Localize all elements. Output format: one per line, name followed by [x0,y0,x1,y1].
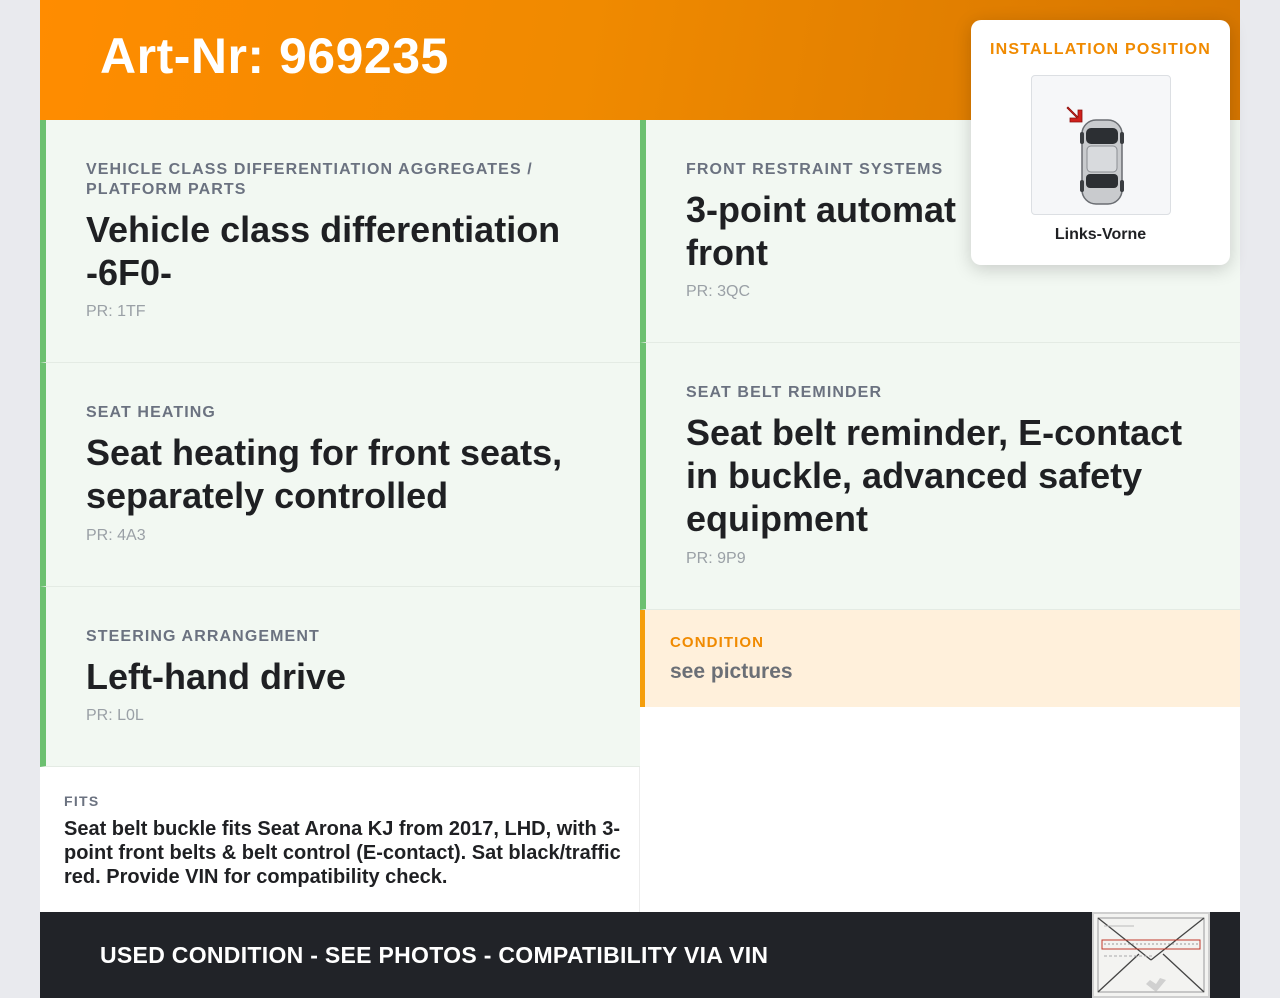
spec-value: Seat heating for front seats, separately controlled [86,432,563,516]
fits-label: FITS [64,793,100,809]
spec-pr-code: PR: 4A3 [86,527,146,544]
spec-card-platform [40,120,640,363]
article-number-title: Art-Nr: 969235 [100,28,449,84]
condition-box [640,610,1240,707]
spec-category: FRONT RESTRAINT SYSTEMS [686,161,944,178]
spec-value: Vehicle class differentiation -6F0- [86,209,561,293]
fits-text: Seat belt buckle fits Seat Arona KJ from 2017, LHD, with 3-point front belts & belt control (E-contact). Sat black/traffic red. Provide VIN for compatibility check. [64,818,621,888]
installation-position-caption: Links-Vorne [1054,226,1147,243]
spec-value: 3-point automat front [686,189,956,273]
fits-section [40,767,640,912]
installation-position-popup [971,20,1230,265]
condition-label: CONDITION [670,634,765,651]
spec-value: Left-hand drive [86,656,347,697]
spec-card-seat-heating [40,363,640,587]
document-thumbnail-icon [1094,914,1208,996]
installation-position-image[interactable] [1031,75,1171,215]
installation-position-title: INSTALLATION POSITION [989,41,1212,58]
spec-value: Seat belt reminder, E-contact in buckle, advanced safety equipment [686,412,1183,539]
spec-pr-code: PR: 9P9 [686,550,746,567]
spec-pr-code: PR: 3QC [686,283,751,300]
spec-category: STEERING ARRANGEMENT [86,628,320,645]
spec-card-seat-belt-reminder [640,343,1240,610]
condition-value: see pictures [670,660,793,683]
spec-card-steering [40,587,640,767]
position-arrow-icon [1064,102,1088,126]
footer-text: USED CONDITION - SEE PHOTOS - COMPATIBILITY VIA VIN [100,942,769,968]
document-thumbnail[interactable] [1092,912,1210,998]
car-top-view-icon [1032,76,1170,214]
spec-category: SEAT HEATING [86,404,216,421]
spec-category: SEAT BELT REMINDER [686,384,883,401]
spec-category: VEHICLE CLASS DIFFERENTIATION AGGREGATES / PLATFORM PARTS [86,161,533,198]
spec-pr-code: PR: L0L [86,707,144,724]
footer-bar [40,912,1240,998]
spec-pr-code: PR: 1TF [86,303,146,320]
